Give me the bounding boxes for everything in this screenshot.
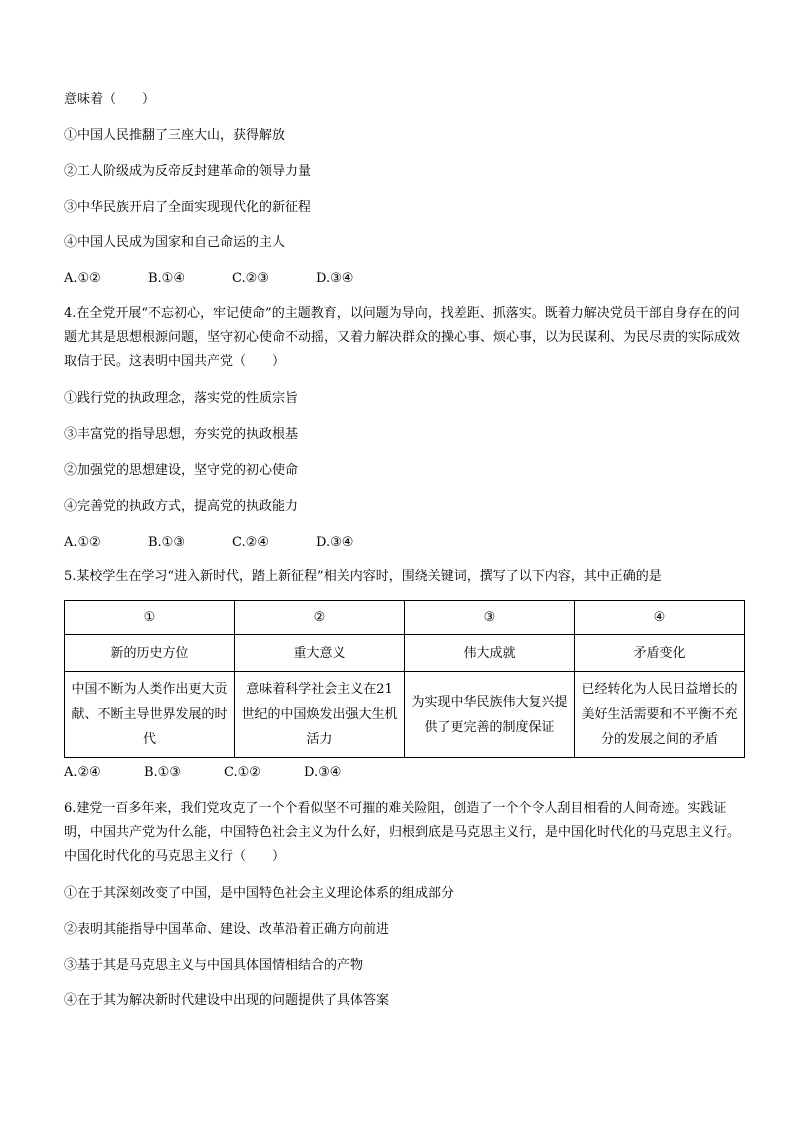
table-head-1: 新的历史方位: [65, 635, 235, 672]
q4-choice-c[interactable]: C.②④: [232, 535, 269, 550]
table-head-3: 伟大成就: [405, 635, 575, 672]
table-num-3: ③: [405, 601, 575, 635]
q5-table: [64, 600, 745, 758]
q4-choice-a[interactable]: A.①②: [64, 535, 101, 550]
q5-choices: [64, 764, 384, 782]
table-num-1: ①: [65, 601, 235, 635]
q4-option-2: ③丰富党的指导思想，夯实党的执政根基: [64, 427, 299, 442]
table-cell-4: 已经转化为人民日益增长的美好生活需要和不平衡不充分的发展之间的矛盾: [575, 672, 745, 758]
q5-choice-c[interactable]: C.①②: [224, 765, 261, 780]
q3-option-2: ②工人阶级成为反帝反封建革命的领导力量: [64, 164, 312, 179]
q6-stem: 6.建党一百多年来，我们党攻克了一个个看似坚不可摧的难关险阻，创造了一个个令人刮目相看的人间奇迹。实践证明，中国共产党为什么能，中国特色社会主义为什么好，归根到底是马克思主义行，是中国化时代化的马克思主义行。中国化时代化的马克思主义行（ ）: [64, 801, 741, 864]
q3-choices: [64, 270, 400, 288]
q5-choice-a[interactable]: A.②④: [64, 765, 101, 780]
q6-option-2: ②表明其能指导中国革命、建设、改革沿着正确方向前进: [64, 922, 390, 937]
table-cell-2: 意味着科学社会主义在21世纪的中国焕发出强大生机活力: [235, 672, 405, 758]
q3-choice-a[interactable]: A.①②: [64, 271, 101, 286]
q4-choice-d[interactable]: D.③④: [316, 535, 354, 550]
q3-choice-d[interactable]: D.③④: [316, 271, 354, 286]
q4-option-3: ②加强党的思想建设，坚守党的初心使命: [64, 463, 299, 478]
q6-option-4: ④在于其为解决新时代建设中出现的问题提供了具体答案: [64, 993, 390, 1008]
table-num-4: ④: [575, 601, 745, 635]
table-head-4: 矛盾变化: [575, 635, 745, 672]
table-num-2: ②: [235, 601, 405, 635]
q5-stem: 5.某校学生在学习“进入新时代，踏上新征程”相关内容时，围绕关键词，撰写了以下内容，其中正确的是: [64, 569, 662, 584]
q5-choice-d[interactable]: D.③④: [304, 765, 342, 780]
q3-choice-c[interactable]: C.②③: [232, 271, 269, 286]
q3-option-4: ④中国人民成为国家和自己命运的主人: [64, 235, 286, 250]
table-row: [65, 635, 745, 672]
table-head-2: 重大意义: [235, 635, 405, 672]
q4-stem: 4.在全党开展“不忘初心，牢记使命”的主题教育，以问题为导向，找差距、抓落实。既着力解决党员干部自身存在的问题尤其是思想根源问题，坚守初心使命不动摇，又着力解决群众的操心事、烦心事，以为民谋利、为民尽责的实际成效取信于民。这表明中国共产党（ ）: [64, 306, 741, 369]
q6-option-1: ①在于其深刻改变了中国，是中国特色社会主义理论体系的组成部分: [64, 886, 455, 901]
q3-stem-end: 意味着（ ）: [64, 92, 156, 107]
q4-choices: [64, 534, 400, 552]
q3-choice-b[interactable]: B.①④: [148, 271, 185, 286]
table-cell-1: 中国不断为人类作出更大贡献、不断主导世界发展的时代: [65, 672, 235, 758]
q4-option-1: ①践行党的执政理念，落实党的性质宗旨: [64, 391, 299, 406]
q3-option-3: ③中华民族开启了全面实现现代化的新征程: [64, 200, 312, 215]
q4-option-4: ④完善党的执政方式，提高党的执政能力: [64, 499, 299, 514]
q5-choice-b[interactable]: B.①③: [144, 765, 181, 780]
table-row: [65, 601, 745, 635]
q3-option-1: ①中国人民推翻了三座大山，获得解放: [64, 128, 286, 143]
table-row: [65, 672, 745, 758]
q4-choice-b[interactable]: B.①③: [148, 535, 185, 550]
q6-option-3: ③基于其是马克思主义与中国具体国情相结合的产物: [64, 958, 364, 973]
table-cell-3: 为实现中华民族伟大复兴提供了更完善的制度保证: [405, 672, 575, 758]
